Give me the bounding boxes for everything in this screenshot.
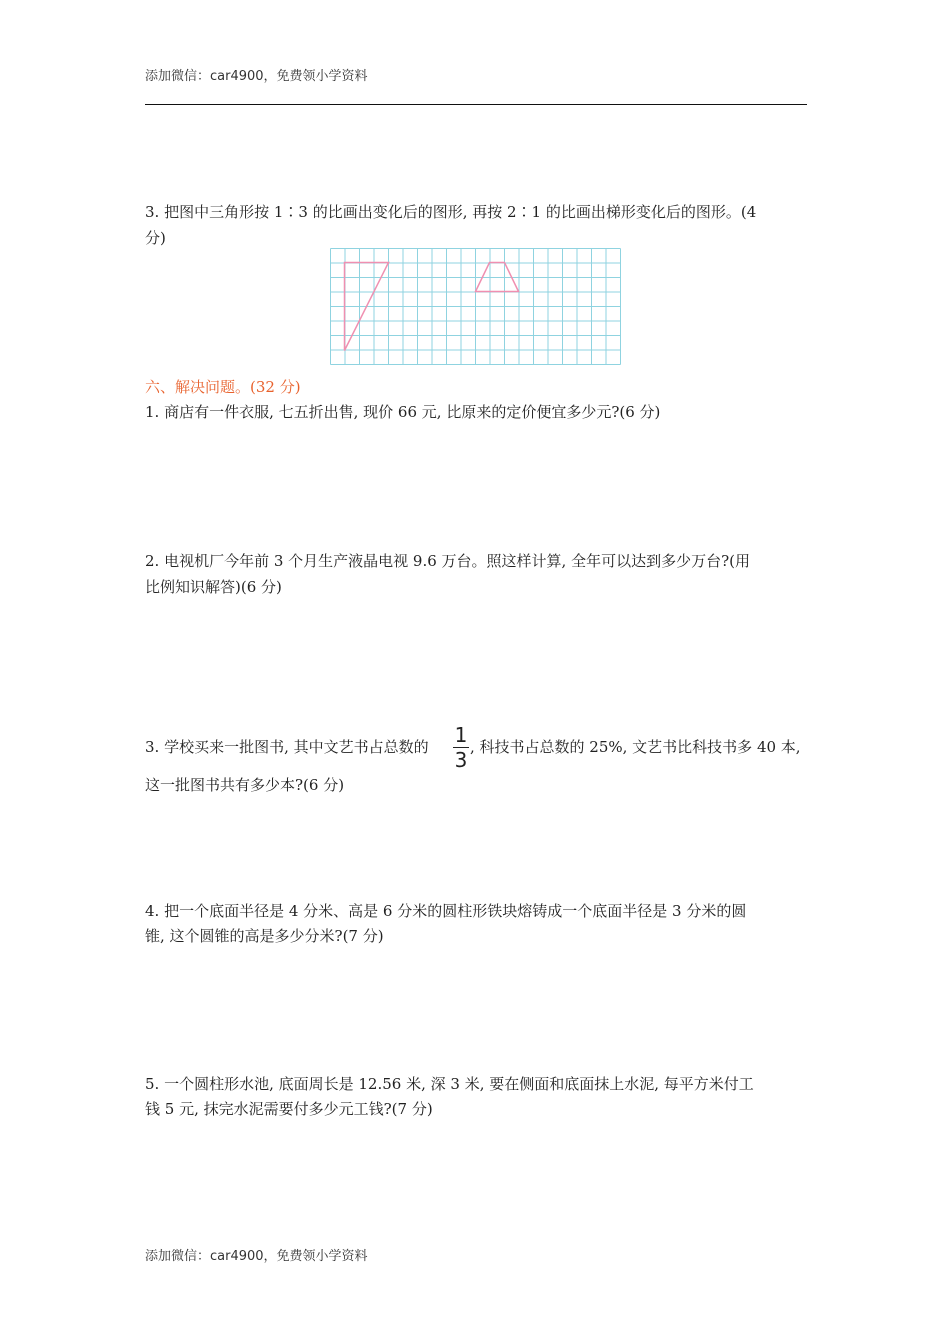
problem5-line1: 5. 一个圆柱形水池, 底面周长是 12.56 米, 深 3 米, 要在侧面和底面抹上水泥, 每平方米付工 <box>145 1075 754 1093</box>
section6-title: 六、解决问题。(32 分) <box>145 378 301 396</box>
header-rule <box>145 104 807 105</box>
problem1-line1: 1. 商店有一件衣服, 七五折出售, 现价 66 元, 比原来的定价便宜多少元?(6 分) <box>145 403 661 421</box>
grid-lines <box>331 249 621 365</box>
header-text: 添加微信：car4900，免费领小学资料 <box>145 69 368 84</box>
footer-text: 添加微信：car4900，免费领小学资料 <box>145 1249 368 1264</box>
problem3-line1-after: , 科技书占总数的 25%, 文艺书比科技书多 40 本, <box>470 738 801 756</box>
problem2-line1: 2. 电视机厂今年前 3 个月生产液晶电视 9.6 万台。照这样计算, 全年可以达到多少万台?(用 <box>145 552 750 570</box>
problem3-line2: 这一批图书共有多少本?(6 分) <box>145 776 345 794</box>
q3-draw-line2: 分) <box>145 229 166 247</box>
fraction-numerator: 1 <box>454 723 468 747</box>
fraction-one-third <box>453 724 469 771</box>
fraction-denominator: 3 <box>454 748 468 772</box>
problem3-line1-before: 3. 学校买来一批图书, 其中文艺书占总数的 <box>145 738 429 756</box>
q3-draw-line1: 3. 把图中三角形按 1∶3 的比画出变化后的图形, 再按 2∶1 的比画出梯形变化后的图形。(4 <box>145 203 757 221</box>
problem4-line2: 锥, 这个圆锥的高是多少分米?(7 分) <box>145 927 384 945</box>
drawing-grid <box>330 248 621 365</box>
problem4-line1: 4. 把一个底面半径是 4 分米、高是 6 分米的圆柱形铁块熔铸成一个底面半径是 3 分米的圆 <box>145 902 747 920</box>
problem2-line2: 比例知识解答)(6 分) <box>145 578 282 596</box>
problem5-line2: 钱 5 元, 抹完水泥需要付多少元工钱?(7 分) <box>145 1100 433 1118</box>
